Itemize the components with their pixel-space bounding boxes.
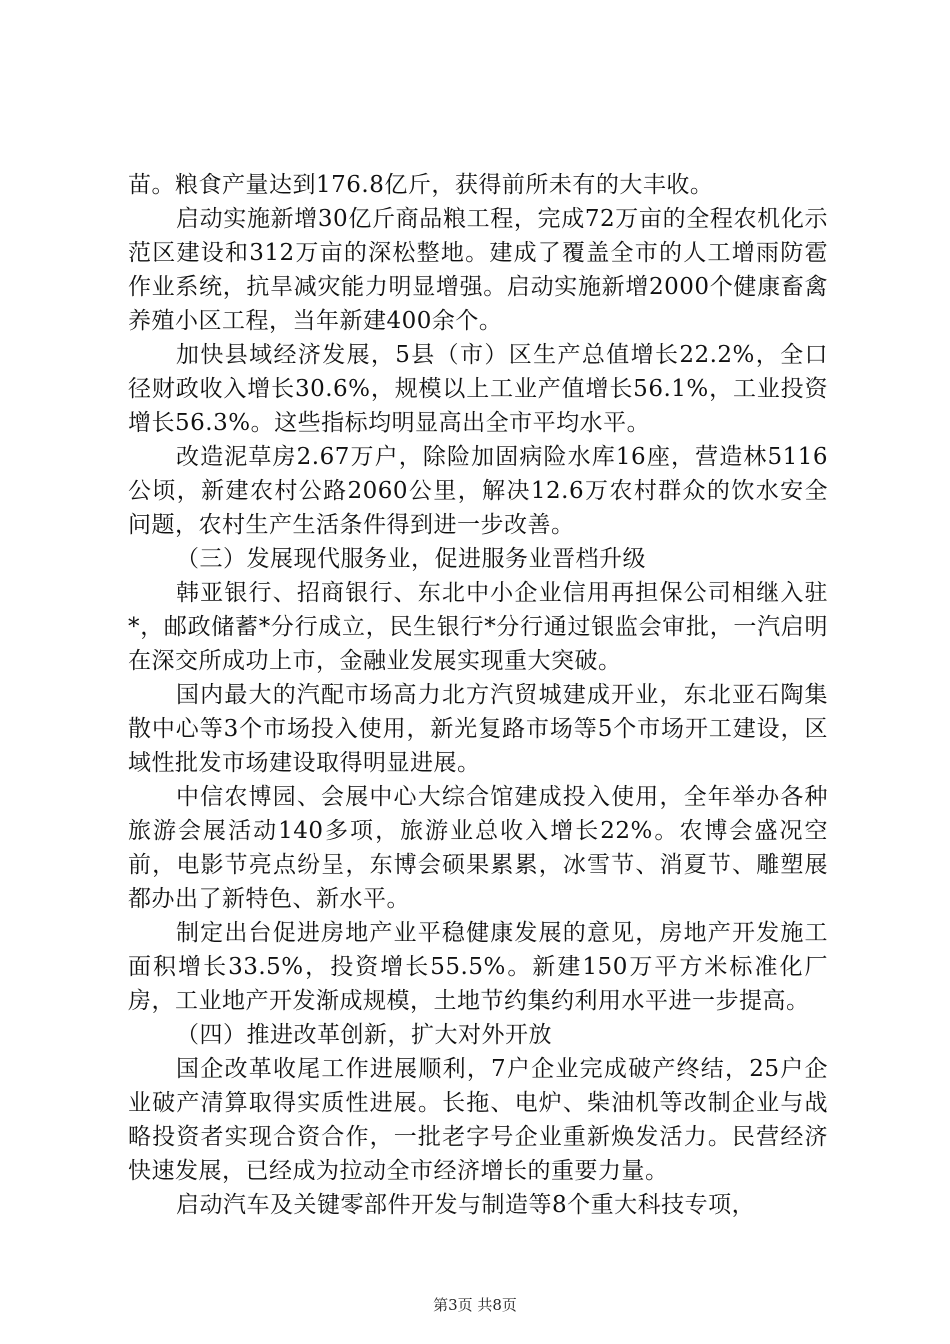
paragraph-markets: 国内最大的汽配市场高力北方汽贸城建成开业，东北亚石陶集散中心等3个市场投入使用，新光复路市场等5个市场开工建设，区域性批发市场建设取得明显进展。: [128, 682, 828, 776]
paragraph-county-economy: 加快县域经济发展，5县（市）区生产总值增长22.2%，全口径财政收入增长30.6%，规模以上工业产值增长56.1%，工业投资增长56.3%。这些指标均明显高出全市平均水平。: [128, 342, 828, 436]
paragraph-rural-conditions: 改造泥草房2.67万户，除险加固病险水库16座，营造林5116公顷，新建农村公路2060公里，解决12.6万农村群众的饮水安全问题，农村生产生活条件得到进一步改善。: [128, 444, 828, 538]
paragraph-tourism: 中信农博园、会展中心大综合馆建成投入使用，全年举办各种旅游会展活动140多项，旅游业总收入增长22%。农博会盛况空前，电影节亮点纷呈，东博会硕果累累，冰雪节、消夏节、雕塑展都办出了新特色、新水平。: [128, 784, 828, 912]
paragraph-continuation: 苗。粮食产量达到176.8亿斤，获得前所未有的大丰收。: [128, 172, 714, 198]
paragraph-finance: 韩亚银行、招商银行、东北中小企业信用再担保公司相继入驻*，邮政储蓄*分行成立，民生银行*分行通过银监会审批，一汽启明在深交所成功上市，金融业发展实现重大突破。: [128, 580, 828, 674]
document-body: [128, 168, 828, 1222]
paragraph-real-estate: 制定出台促进房地产业平稳健康发展的意见，房地产开发施工面积增长33.5%，投资增长55.5%。新建150万平方米标准化厂房，工业地产开发渐成规模，土地节约集约利用水平进一步提高。: [128, 920, 828, 1014]
paragraph-soe-reform: 国企改革收尾工作进展顺利，7户企业完成破产终结，25户企业破产清算取得实质性进展。长拖、电炉、柴油机等改制企业与战略投资者实现合资合作，一批老字号企业重新焕发活力。民营经济快速发展，已经成为拉动全市经济增长的重要力量。: [128, 1056, 828, 1184]
paragraph-grain-project: 启动实施新增30亿斤商品粮工程，完成72万亩的全程农机化示范区建设和312万亩的深松整地。建成了覆盖全市的人工增雨防雹作业系统，抗旱减灾能力明显增强。启动实施新增2000个健康畜禽养殖小区工程，当年新建400余个。: [128, 206, 828, 334]
page-number-footer: 第3页 共8页: [433, 1296, 517, 1314]
section-heading-reform: （四）推进改革创新，扩大对外开放: [176, 1022, 552, 1048]
paragraph-tech-projects: 启动汽车及关键零部件开发与制造等8个重大科技专项，: [176, 1192, 756, 1218]
section-heading-services: （三）发展现代服务业，促进服务业晋档升级: [176, 546, 646, 572]
